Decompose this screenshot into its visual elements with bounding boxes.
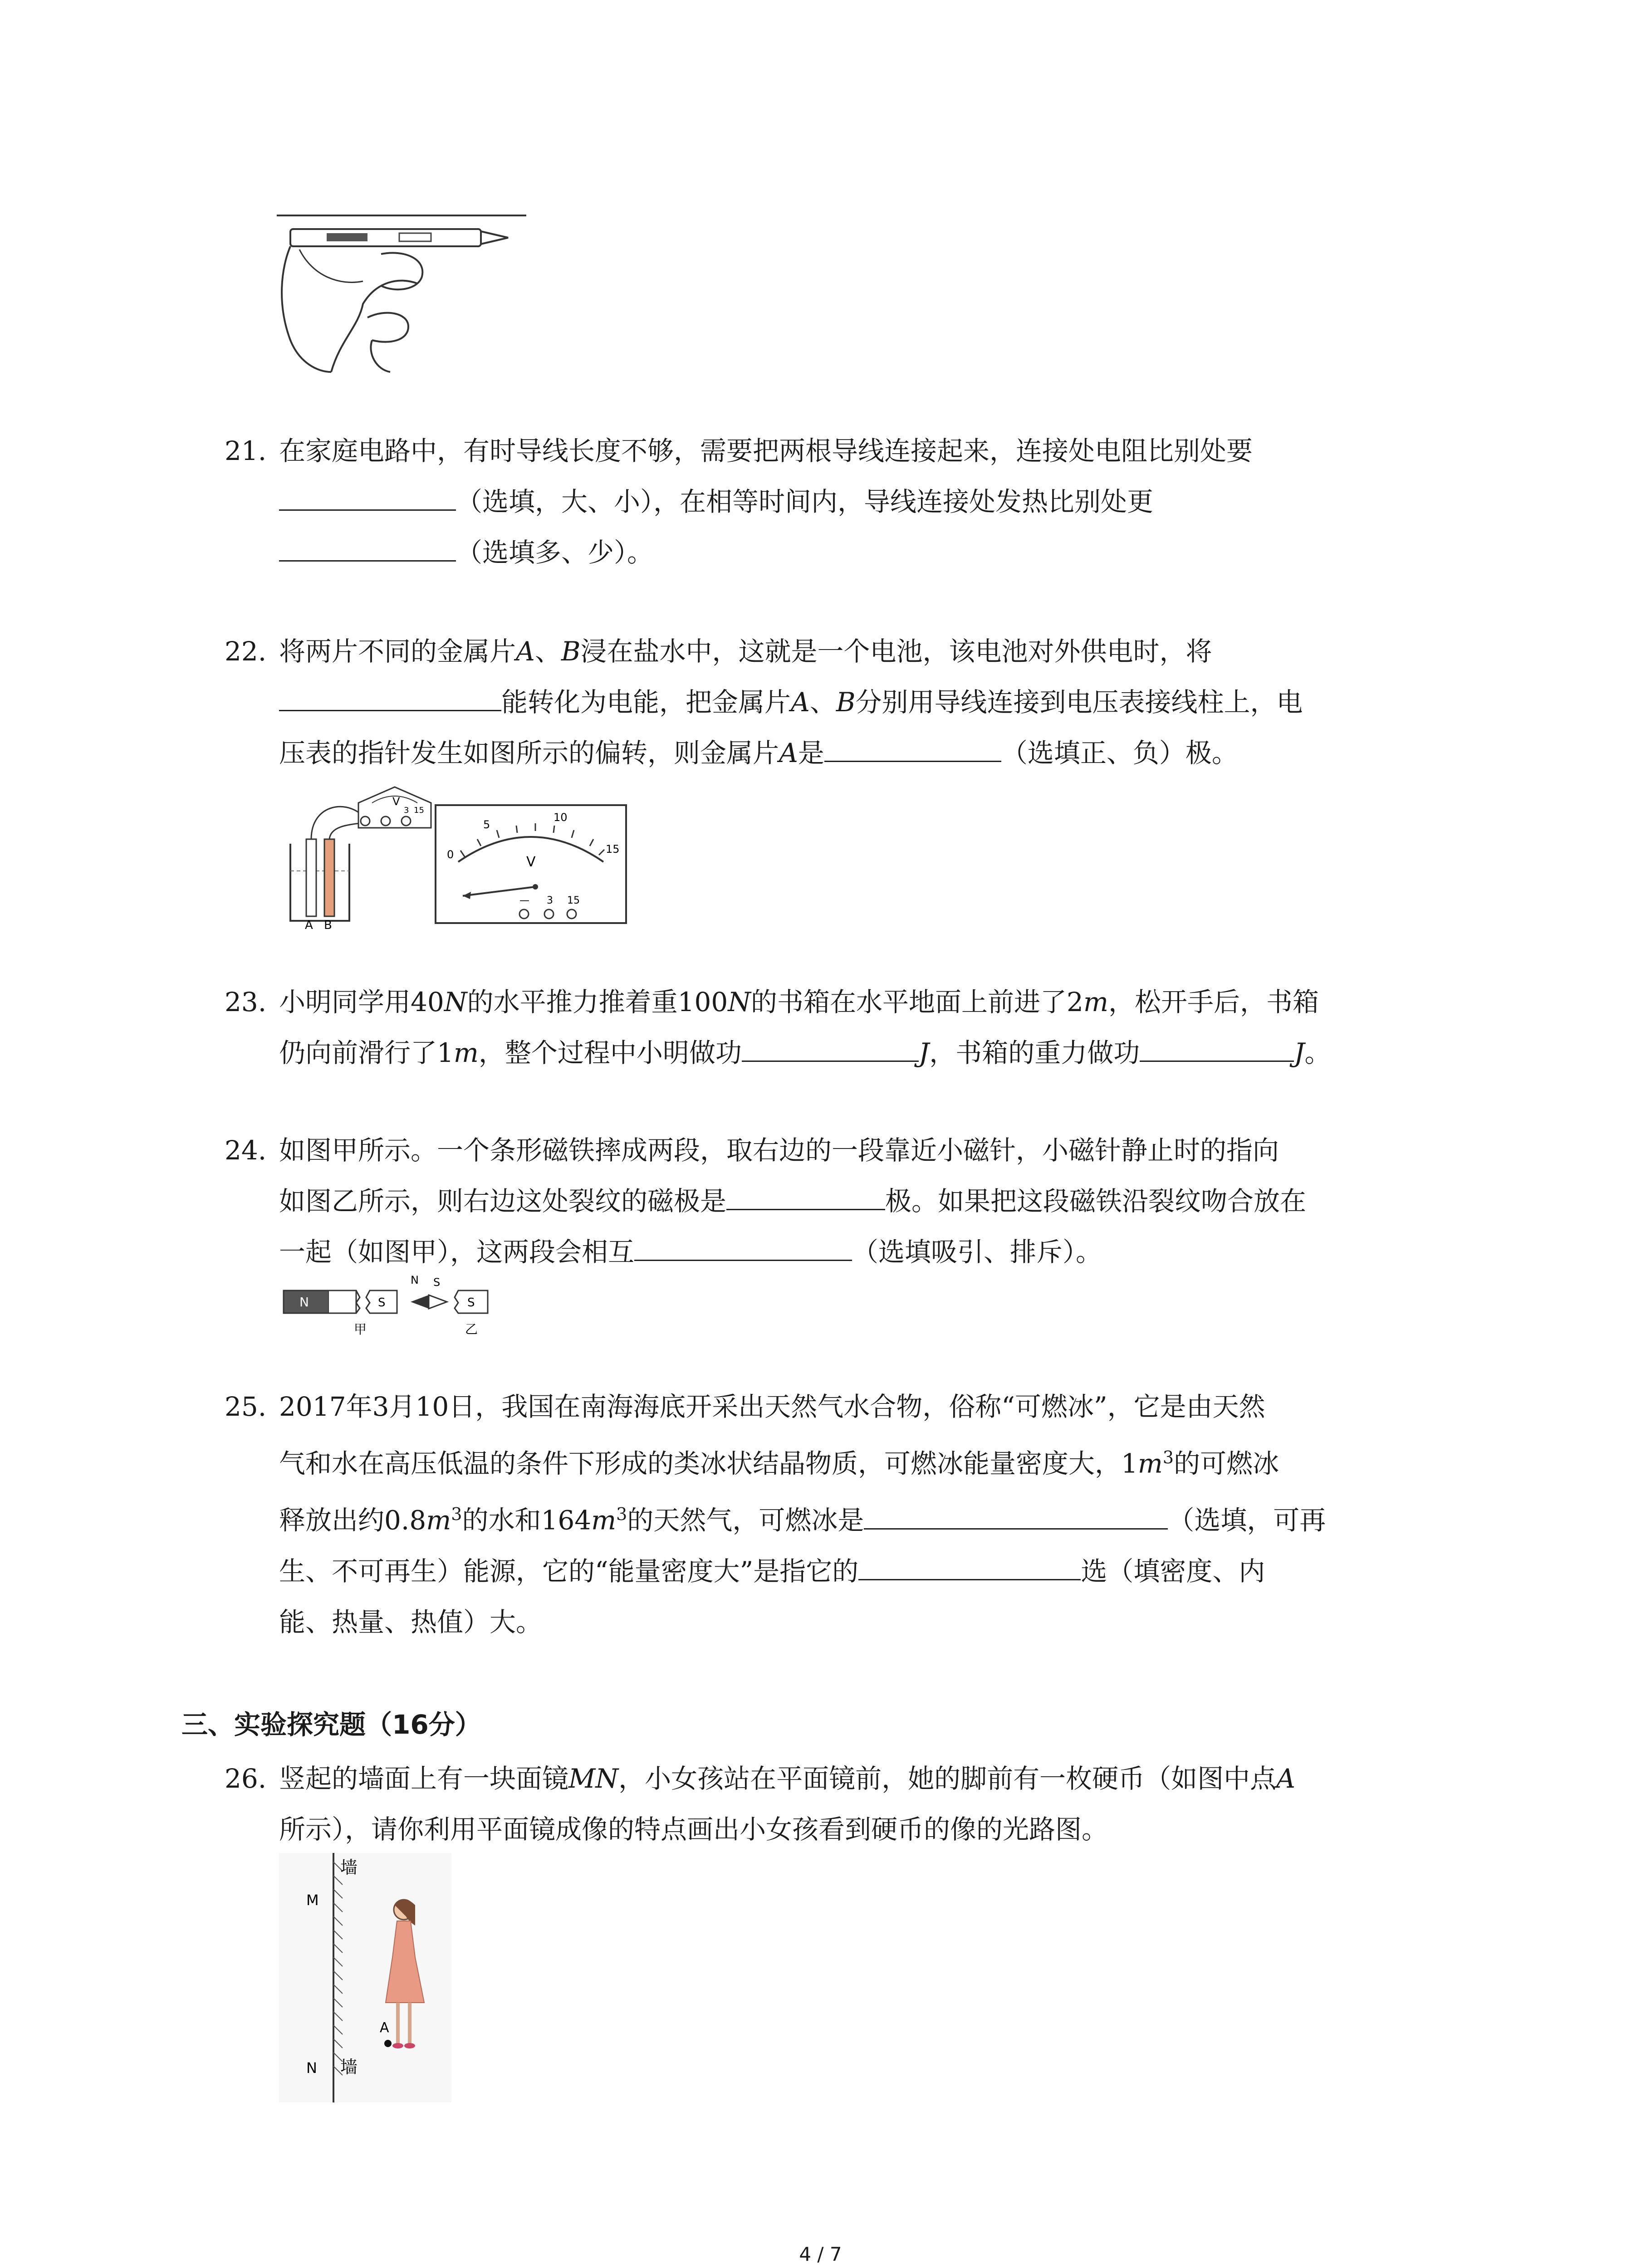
q25-blank-1[interactable] — [864, 1524, 1168, 1530]
question-26 — [225, 1753, 1295, 1855]
coin-point-a — [384, 2040, 392, 2047]
needle-n-label: N — [411, 1274, 419, 1286]
mirror-girl-figure — [279, 1853, 451, 2102]
q25-line3: 释放出约$0.8m^3$的水和$164m^3$的天然气，可燃冰是 （选填，可再 — [279, 1504, 1326, 1536]
q22-line1: 22. 将两片不同的金属片A、B浸在盐水中，这就是一个电池，该电池对外供电时，将 — [225, 626, 1303, 677]
q23-line1: 23. 小明同学用40N的水平推力推着重100N的书箱在水平地面上前进了2m，松开手后，书箱 — [225, 977, 1331, 1027]
small-meter-term-15: 15 — [414, 806, 424, 815]
q22-blank-1[interactable] — [279, 705, 501, 711]
terminal-minus: — — [519, 895, 529, 906]
beaker-label-b: B — [324, 919, 332, 930]
small-meter-unit: V — [392, 795, 400, 808]
piece-s-label: S — [378, 1296, 386, 1310]
q25-line4: 生、不可再生）能源，它的“能量密度大”是指它的 选（填密度、内 — [279, 1555, 1265, 1587]
label-jia: 甲 — [354, 1322, 367, 1337]
coin-label-a: A — [380, 2020, 389, 2036]
q24-number: 24. — [225, 1135, 267, 1166]
q22-line2: 能转化为电能，把金属片A、B分别用导线连接到电压表接线柱上，电 — [225, 677, 1303, 728]
terminal-15: 15 — [567, 895, 580, 906]
q23-blank-1[interactable] — [742, 1056, 919, 1062]
q21-blank-1[interactable] — [279, 505, 456, 511]
battery-voltmeter-figure — [281, 785, 635, 930]
q21-line3: （选填多、少）。 — [225, 527, 1253, 578]
label-yi: 乙 — [465, 1322, 478, 1337]
mirror-label-m: M — [306, 1892, 319, 1909]
dial-tick-10: 10 — [554, 811, 568, 824]
wall-label-top: 墙 — [340, 1857, 358, 1877]
page-number: 4 / 7 — [799, 2243, 842, 2265]
q26-line1: 26. 竖起的墙面上有一块面镜MN，小女孩站在平面镜前，她的脚前有一枚硬币（如图中点A — [225, 1753, 1295, 1804]
q24-line1: 24. 如图甲所示。一个条形磁铁摔成两段，取右边的一段靠近小磁针，小磁针静止时的指向 — [225, 1125, 1306, 1176]
dial-tick-15: 15 — [606, 843, 620, 855]
q25-number: 25. — [225, 1391, 267, 1422]
q23-line2: 仍向前滑行了1m，整个过程中小明做功 J，书箱的重力做功 J。 — [279, 1037, 1331, 1068]
wall-label-bottom: 墙 — [340, 2057, 358, 2077]
q21-blank-2[interactable] — [279, 556, 456, 562]
mirror-label-n: N — [306, 2059, 317, 2077]
q25-line5: 能、热量、热值）大。 — [279, 1606, 543, 1637]
q21-number: 21. — [225, 435, 267, 466]
q21-line1: 21. 在家庭电路中，有时导线长度不够，需要把两根导线连接起来，连接处电阻比别处要 — [225, 425, 1253, 476]
question-24 — [225, 1125, 1306, 1277]
q23-number: 23. — [225, 987, 267, 1017]
q22-blank-2[interactable] — [824, 756, 1001, 762]
q24-blank-1[interactable] — [726, 1204, 885, 1210]
q24-line2: 如图乙所示，则右边这处裂纹的磁极是 极。如果把这段磁铁沿裂纹吻合放在 — [279, 1186, 1307, 1217]
dial-tick-5: 5 — [483, 818, 490, 831]
magnet-figure — [279, 1270, 560, 1347]
question-25 — [225, 1381, 1326, 1647]
question-21 — [225, 425, 1253, 578]
q24-line3: 一起（如图甲），这两段会相互 （选填吸引、排斥）。 — [279, 1237, 1102, 1267]
question-22 — [225, 626, 1303, 778]
question-23 — [225, 977, 1331, 1078]
hand-pencil-figure — [272, 204, 535, 376]
q25-blank-2[interactable] — [858, 1574, 1081, 1580]
small-meter-term-3: 3 — [404, 806, 409, 815]
q25-line2: 气和水在高压低温的条件下形成的类冰状结晶物质，可燃冰能量密度大，$1m^3$的可燃冰 — [279, 1447, 1279, 1479]
section-3-heading: 三、实验探究题（16分） — [181, 1709, 481, 1740]
magnet-n-label: N — [299, 1295, 309, 1310]
beaker-label-a: A — [305, 919, 313, 930]
q26-line2: 所示），请你利用平面镜成像的特点画出小女孩看到硬币的像的光路图。 — [279, 1814, 1108, 1845]
terminal-3: 3 — [547, 895, 553, 906]
dial-unit: V — [526, 854, 536, 870]
q22-number: 22. — [225, 636, 267, 667]
q22-line3: 压表的指针发生如图所示的偏转，则金属片A是 （选填正、负）极。 — [279, 738, 1238, 768]
dial-tick-0: 0 — [447, 848, 454, 861]
q23-blank-2[interactable] — [1140, 1056, 1294, 1062]
q21-line2: （选填，大、小），在相等时间内，导线连接处发热比别处更 — [225, 476, 1253, 527]
q25-line1: 25. 2017年3月10日，我国在南海海底开采出天然气水合物，俗称“可燃冰”，它是由天然 — [225, 1381, 1326, 1432]
piece2-s-label: S — [467, 1296, 475, 1310]
q24-blank-2[interactable] — [634, 1255, 852, 1261]
q26-number: 26. — [225, 1763, 267, 1794]
needle-s-label: S — [433, 1276, 441, 1289]
